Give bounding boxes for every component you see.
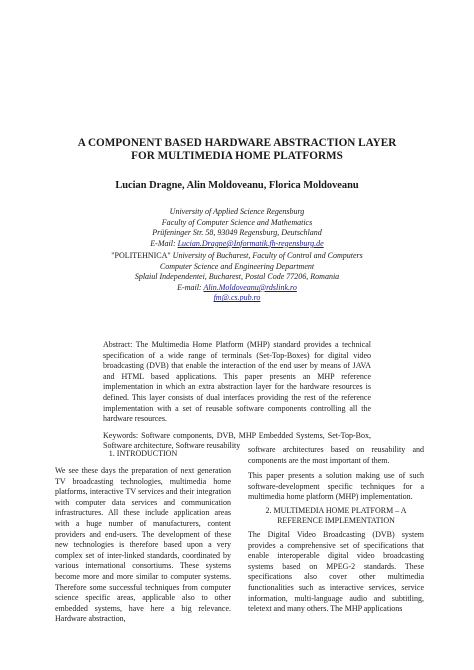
section-1-paragraph: We see these days the preparation of next generation TV broadcasting technologies, multimedia home platforms, interactive TV services and their integration with computer data services and communication infrastructures. All these include application areas with a huge number of manufacturers, content providers and end-users. The development of these new technologies is therefore based upon a very complex set of inter-linked standards, coordinated by various international consortiums. These systems become more and more similar to computer systems. Therefore some successful techniques from computer science specific areas, applicable also to other embedded systems, have here a big relevance. Hardware abstraction, bbox=[55, 466, 231, 624]
right-column-intro bbox=[248, 445, 424, 508]
email-label: E-mail: bbox=[177, 282, 204, 292]
email-link-fm[interactable]: fm@.cs.pub.ro bbox=[213, 293, 261, 303]
university-name-rest: University of Bucharest, Faculty of Control and Computers bbox=[170, 251, 363, 260]
university-name-quoted: "POLITEHNICA" bbox=[111, 251, 171, 260]
affiliation-faculty: Faculty of Computer Science and Mathematics bbox=[161, 217, 313, 227]
affiliation-department: Computer Science and Engineering Department bbox=[159, 261, 315, 271]
affiliation-address: Prüfeninger Str. 58, 93049 Regensburg, Deutschland bbox=[152, 228, 322, 238]
affiliation-email-line bbox=[30, 239, 444, 250]
affiliation-university: University of Applied Science Regensburg bbox=[169, 207, 305, 216]
affiliation-bucharest bbox=[30, 251, 444, 304]
abstract-text: Abstract: The Multimedia Home Platform (MHP) standard provides a technical specification of a wide range of terminals (Set-Top-Boxes) for digital video broadcasting (DVB) that enable the interaction of the end user by means of JAVA and HTML based applications. This paper presents an MHP reference implementation in which an extra abstraction layer for the hardware resources is defined. This layer consists of dual interfaces providing the rest of the reference implementation with a set of reusable software components controlling all the hardware resources. bbox=[103, 340, 371, 424]
email-link-moldoveanu[interactable]: Alin.Moldoveanu@rdslink.ro bbox=[203, 282, 297, 292]
section-2-heading-line-1: 2. MULTIMEDIA HOME PLATFORM – A bbox=[265, 506, 407, 515]
section-2-body bbox=[248, 530, 424, 620]
email-label: E-Mail: bbox=[150, 238, 178, 248]
affiliation-email-line-2 bbox=[30, 293, 444, 304]
section-2-paragraph: The Digital Video Broadcasting (DVB) system provides a comprehensive set of specifications that enable interoperable digital video broadcasting systems based on MPEG-2 standards. These specifications also cover other multimedia functionalities such as interactive services, service information, multi-language audio and subtitling, teletext and many others. The MHP applications bbox=[248, 530, 424, 614]
right-column-paragraph-1: software architectures based on reusability and components are the most important of them. bbox=[248, 445, 424, 465]
affiliation-address: Splaiul Independentei, Bucharest, Postal Code 77206, Romania bbox=[134, 272, 340, 282]
section-1-heading: 1. INTRODUCTION bbox=[108, 449, 178, 458]
section-1-body bbox=[55, 466, 231, 630]
author-list: Lucian Dragne, Alin Moldoveanu, Florica Moldoveanu bbox=[115, 180, 359, 191]
affiliation-university bbox=[30, 251, 444, 262]
paper-title bbox=[40, 137, 434, 163]
title-line-2: FOR MULTIMEDIA HOME PLATFORMS bbox=[131, 150, 343, 162]
title-line-1: A COMPONENT BASED HARDWARE ABSTRACTION LAYER bbox=[77, 137, 397, 149]
affiliation-regensburg bbox=[30, 207, 444, 249]
section-2-heading bbox=[248, 506, 424, 527]
section-2-heading-line-2: REFERENCE IMPLEMENTATION bbox=[277, 516, 395, 526]
email-link-dragne[interactable]: Lucian.Dragne@Informatik.fh-regensburg.de bbox=[177, 238, 324, 248]
right-column-paragraph-2: This paper presents a solution making use of such software-development specific techniques for a multimedia home platform (MHP) implementation. bbox=[248, 471, 424, 502]
abstract-block bbox=[103, 340, 371, 458]
affiliation-email-line bbox=[30, 283, 444, 294]
keywords-text: Keywords: Software components, DVB, MHP Embedded Systems, Set-Top-Box, Software architecture, Software reusability bbox=[103, 430, 371, 451]
